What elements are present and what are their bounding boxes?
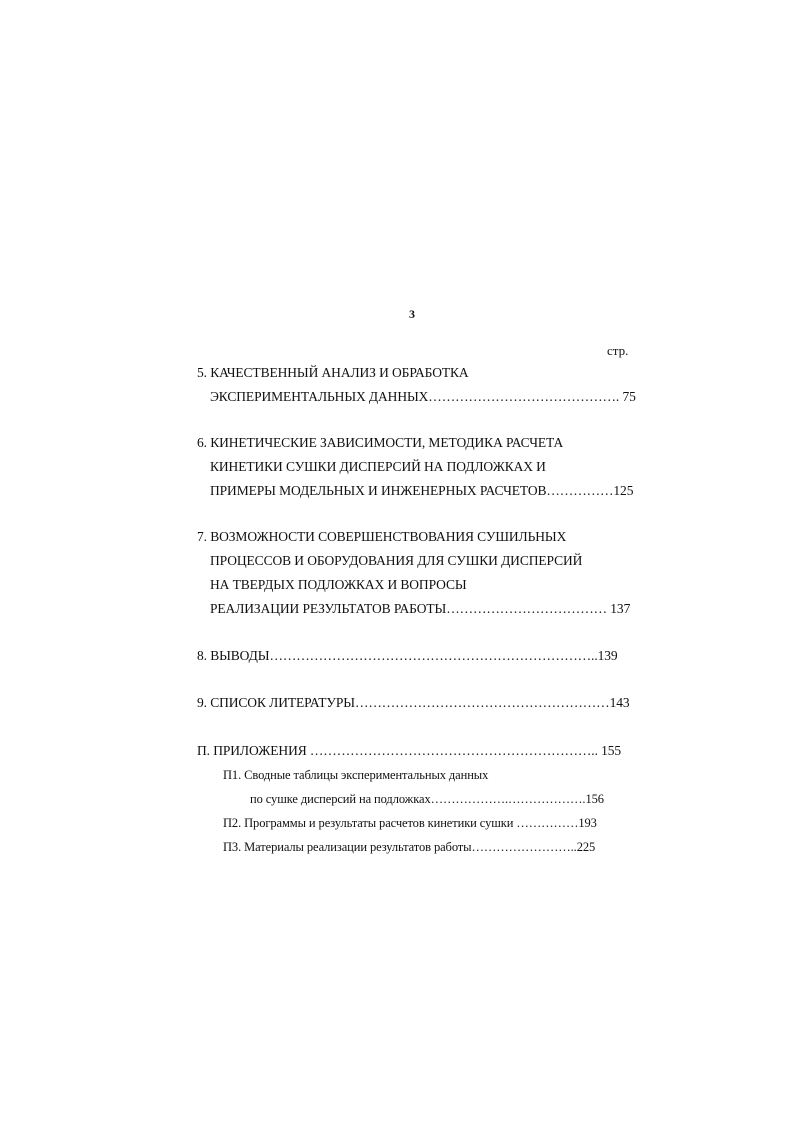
toc-entry-7-line-2: ПРОЦЕССОВ И ОБОРУДОВАНИЯ ДЛЯ СУШКИ ДИСПЕРСИЙ <box>210 553 583 568</box>
page-number: 3 <box>409 307 415 321</box>
toc-entry-7-line-3: НА ТВЕРДЫХ ПОДЛОЖКАХ И ВОПРОСЫ <box>210 577 467 592</box>
pages-column-label: стр. <box>607 343 629 358</box>
toc-entry-appendix-1-line-1: П1. Сводные таблицы экспериментальных данных <box>223 768 489 782</box>
toc-entry-appendices: П. ПРИЛОЖЕНИЯ ……………………………………………………….. 155 <box>197 743 622 758</box>
toc-entry-5-line-1: 5. КАЧЕСТВЕННЫЙ АНАЛИЗ И ОБРАБОТКА <box>197 365 469 380</box>
toc-entry-appendix-3: П3. Материалы реализации результатов работы……………………..225 <box>223 840 596 854</box>
toc-entry-6-line-3: ПРИМЕРЫ МОДЕЛЬНЫХ И ИНЖЕНЕРНЫХ РАСЧЕТОВ……………125 <box>210 483 634 498</box>
toc-entry-6-line-1: 6. КИНЕТИЧЕСКИЕ ЗАВИСИМОСТИ, МЕТОДИКА РАСЧЕТА <box>197 435 564 450</box>
toc-entry-6-line-2: КИНЕТИКИ СУШКИ ДИСПЕРСИЙ НА ПОДЛОЖКАХ И <box>210 459 546 474</box>
toc-entry-5-line-2: ЭКСПЕРИМЕНТАЛЬНЫХ ДАННЫХ……………………………………. 75 <box>210 389 636 404</box>
toc-entry-7-line-1: 7. ВОЗМОЖНОСТИ СОВЕРШЕНСТВОВАНИЯ СУШИЛЬНЫХ <box>197 529 567 544</box>
toc-entry-appendix-1-line-2: по сушке дисперсий на подложках……………….……………….156 <box>250 792 604 806</box>
toc-entry-9: 9. СПИСОК ЛИТЕРАТУРЫ…………………………………………………143 <box>197 695 630 710</box>
toc-entry-appendix-2: П2. Программы и результаты расчетов кинетики сушки ……………193 <box>223 816 597 830</box>
toc-entry-7-line-4: РЕАЛИЗАЦИИ РЕЗУЛЬТАТОВ РАБОТЫ……………………………… 137 <box>210 601 631 616</box>
toc-entry-8: 8. ВЫВОДЫ………………………………………………………………..139 <box>197 648 618 663</box>
